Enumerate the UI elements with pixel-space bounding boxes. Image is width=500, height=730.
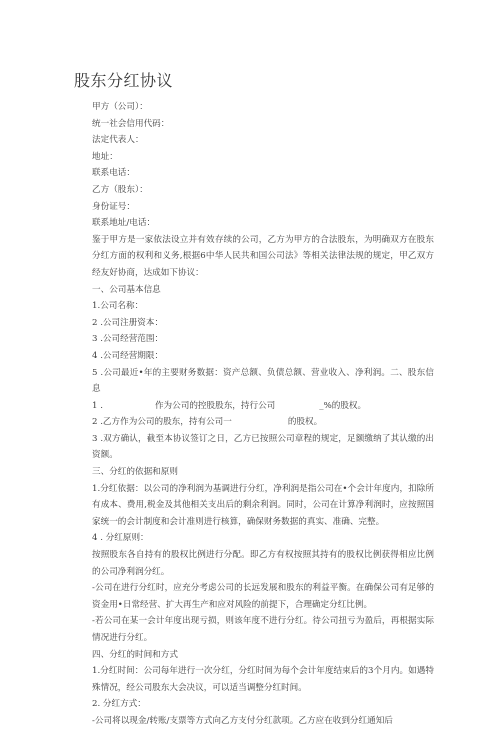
id-number-line: 身份证号：	[92, 201, 135, 212]
dividend-method-line: 2. 分红方式：	[92, 699, 146, 710]
party-a-line: 甲方（公司）：	[92, 102, 148, 112]
legal-rep-line: 法定代表人：	[92, 135, 144, 146]
equity-text: 的股权。	[287, 417, 323, 428]
address-line: 地址：	[92, 151, 118, 162]
financial-data-line: 5 .公司最近•年的主要财务数据：资产总额、负债总额、营业收入、净利润。二、股东信息	[92, 367, 434, 395]
controlling-text: 作为公司的控股股东，持行公司	[154, 400, 276, 411]
section-1-heading: 一、公司基本信息	[92, 284, 161, 295]
principle-paragraph-1: 按照股东各自持有的股权比例进行分配。即乙方有权按照其持有的股权比例获得相应比例的公司净利润分红。	[92, 550, 434, 577]
preamble-paragraph: 鉴于甲方是一家依法设立并有效存续的公司，乙方为甲方的合法股东，为明确双方在股东分红方面的权利和义务,根据6中华人民共和国公司法》等相关法律法规的规定，甲乙双方经友好协商，达成如下协议：	[92, 234, 434, 278]
contact-line: 联系地址/电话：	[92, 218, 156, 229]
phone-line: 联系电话：	[92, 168, 135, 179]
credit-code-line: 统一社会信用代码：	[92, 118, 170, 129]
percent-text: _%的股权。	[319, 400, 367, 411]
business-term-line: 4 .公司经营期限：	[92, 350, 164, 361]
principle-paragraph-3: -若公司在某一会计年度出现亏损，则该年度不进行分红。待公司扭亏为盈后，再根据实际情况进行分红。	[92, 616, 434, 643]
capital-paid-paragraph: 3 .双方确认，截至本协议签订之日，乙方已按照公司章程的规定，足额缴纳了其认缴的出资额。	[92, 433, 434, 461]
section-3-heading: 三、分红的依据和原则	[92, 467, 178, 478]
controlling-shareholder-line	[72, 398, 434, 415]
business-scope-line: 3 .公司经营范围：	[92, 334, 164, 345]
section-4-heading: 四、分红的时间和方式	[92, 649, 178, 660]
principle-paragraph-2: -公司在进行分红时，应充分考虑公司的长远发展和股东的利益平衡。在确保公司有足够的资金用•日常经营、扩大再生产和应对风险的前提下，合理确定分红比例。	[92, 583, 434, 610]
dividend-basis-paragraph: 1.分红依据：以公司的净利润为基调进行分红，净利润是指公司在•个会计年度内，扣除所有成本、费用,税金及其他相关支出后的剩余利润。同时，公司在计算净利润时，应按照国家统一的会计制度和会计准则进行核算，确保财务数据的真实、准确、完整。	[92, 483, 434, 527]
holding-text: 2 .乙方作为公司的股东，持有公司一	[92, 417, 232, 428]
party-b-line: 乙方（股东）：	[92, 184, 148, 195]
document-title: 股东分红协议	[74, 71, 174, 90]
party-b-holding-line	[72, 414, 434, 431]
clause-number: 1 .	[92, 400, 103, 411]
dividend-principle-line: 4 . 分红原则：	[92, 533, 149, 544]
document-body	[72, 99, 434, 730]
registered-capital-line: 2 .公司注册资本：	[92, 317, 164, 328]
dividend-time-paragraph: 1.分红时间：公司每年进行一次分红，分红时间为每个会计年度结束后的3个月内。如遇特殊情况，经公司股东大会决议，可以适当调整分红时间。	[92, 666, 434, 693]
company-name-line: 1.公司名称：	[92, 301, 144, 312]
payment-method-line: -公司将以现金/转账/支票等方式向乙方支付分红款项。乙方应在收到分红通知后	[92, 715, 393, 726]
